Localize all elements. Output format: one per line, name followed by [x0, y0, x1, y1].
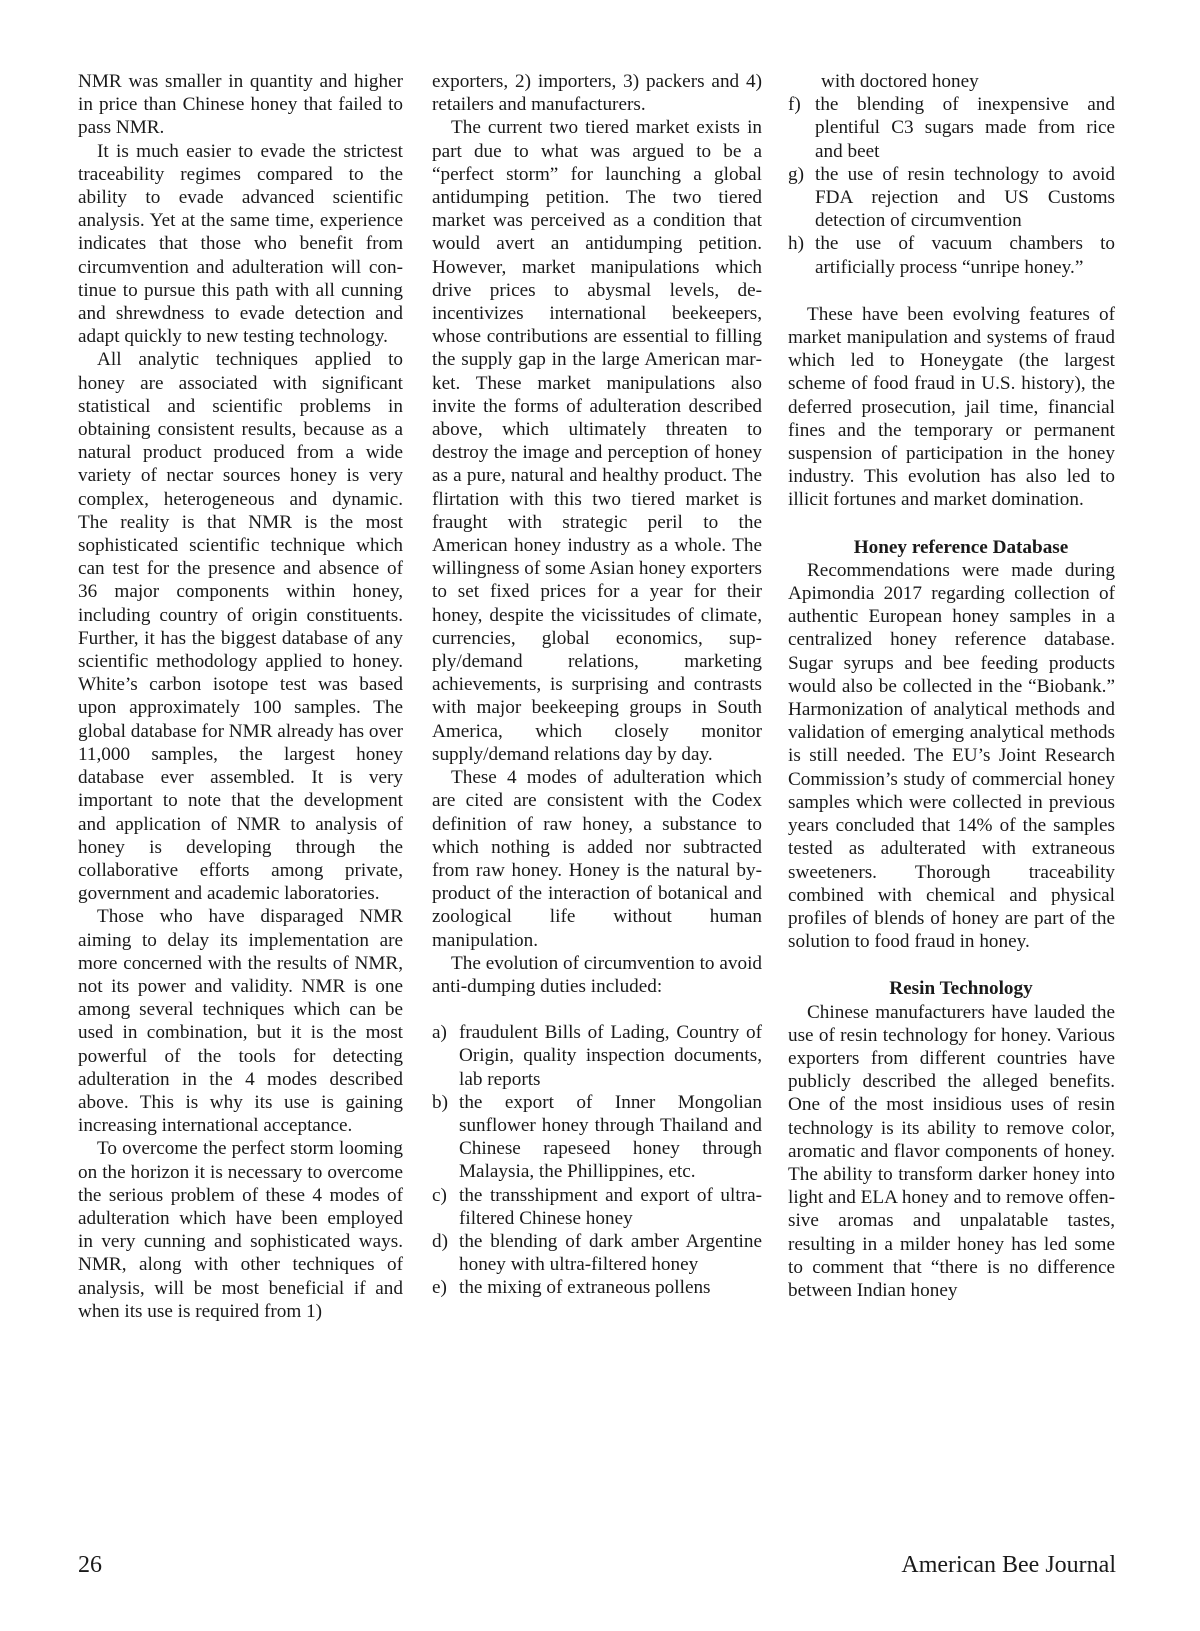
list-item — [432, 1230, 762, 1276]
paragraph: Those who have disparaged NMR aiming to delay its implementation are more concerned with the results of NMR, not its power and validity. NMR is one among several techniques which can be used in combination, but it is the most powerful of the tools for detecting adulteration in the 4 modes described above. This is why its use is gaining increasing international acceptance. — [78, 906, 403, 1137]
list-item-text: the blending of inexpensive and plentiful C3 sugars made from rice and beet — [815, 94, 1115, 162]
spacer — [788, 279, 1115, 303]
paragraph: The current two tiered market exists in part due to what was argued to be a “perfect storm” for launching a global antidumping petition. The two tiered market was perceived as a condition that would avert an antidumping petition. However, market manipulations which drive prices to abysmal levels, de-incentivizes international beekeepers, whose contributions are essential to filling the supply gap in the large American market. These market manipulations also invite the forms of adulteration described above, which ultimately threaten to destroy the image and perception of honey as a pure, natural and healthy product. The flirtation with this two tiered market is fraught with strategic peril to the American honey industry as a whole. The willingness of some Asian honey exporters to set fixed prices for a year for their honey, despite the vicissitudes of climate, currencies, global economics, supply/demand relations, marketing achievements, is surprising and contrasts with major beekeeping groups in South America, which closely monitor supply/demand relations day by day. — [432, 117, 762, 765]
journal-name: American Bee Journal — [901, 1552, 1116, 1578]
paragraph: To overcome the perfect storm looming on the horizon it is necessary to overcome the serious problem of these 4 modes of adulteration which have been employed in very cunning and sophisticated ways. NMR, along with other techniques of analysis, will be most beneficial if and when its use is required from 1) — [78, 1138, 403, 1322]
paragraph: These have been evolving features of market manipulation and systems of fraud which led to Honeygate (the largest scheme of food fraud in U.S. history), the deferred prosecution, jail time, financial fines and the temporary or permanent suspension of participation in the honey industry. This evolution has also led to illicit fortunes and market domination. — [788, 303, 1115, 511]
list-item-text: the export of Inner Mongolian sunflower honey through Thailand and Chinese rapeseed honey through Malaysia, the Phillippines, etc. — [459, 1091, 762, 1183]
list-item — [432, 1184, 762, 1230]
paragraph: These 4 modes of adulteration which are cited are consistent with the Codex definition of raw honey, a substance to which nothing is added nor subtracted from raw honey. Honey is the natural by-product of the interaction of botanical and zoological life without human manipulation. — [432, 767, 762, 951]
list-item — [788, 93, 1115, 163]
list-marker: g) — [788, 163, 804, 185]
list-item — [432, 1091, 762, 1184]
article-column-3 — [788, 70, 1115, 1302]
article-column-2 — [432, 70, 762, 1300]
list-marker: d) — [432, 1230, 448, 1252]
spacer — [788, 953, 1115, 977]
spacer — [788, 512, 1115, 536]
list-marker: c) — [432, 1184, 447, 1206]
list-marker: b) — [432, 1091, 448, 1113]
list-marker: h) — [788, 233, 804, 255]
paragraph: NMR was smaller in quantity and higher in price than Chinese honey that failed to pass NMR. — [78, 71, 403, 139]
paragraph: Chinese manufacturers have lauded the use of resin technology for honey. Various exporters from different countries have publicly described the alleged benefits. One of the most insidious uses of resin technology is its ability to remove color, aromatic and flavor components of honey. The ability to transform darker honey into light and ELA honey and to remove offensive aromas and unpalatable tastes, resulting in a milder honey has led some to comment that “there is no difference between Indian honey — [788, 1001, 1115, 1301]
article-column-1 — [78, 70, 403, 1323]
list-item-text: the mixing of extraneous pollens — [459, 1277, 711, 1299]
list-item — [432, 1276, 762, 1299]
list-marker: e) — [432, 1277, 447, 1299]
list-item — [788, 163, 1115, 233]
list-item-text: the use of resin technology to avoid FDA rejection and US Customs detection of circumvention — [815, 163, 1115, 232]
paragraph: The evolution of circumvention to avoid anti-dumping duties included: — [432, 952, 762, 997]
list-item — [432, 1021, 762, 1091]
circumvention-list — [432, 1021, 762, 1299]
list-marker: a) — [432, 1022, 447, 1044]
paragraph: exporters, 2) importers, 3) packers and 4) retailers and manufacturers. — [432, 71, 762, 116]
list-item-text: fraudulent Bills of Lading, Country of Origin, quality inspection documents, lab reports — [459, 1022, 762, 1090]
list-item — [788, 232, 1115, 278]
list-item-text: the transshipment and export of ultra-filtered Chinese honey — [459, 1184, 762, 1229]
paragraph: It is much easier to evade the strictest traceability regimes compared to the ability to evade advanced scientific analysis. Yet at the same time, experience indicates that those who benefit from circumvention and adulteration will continue to pursue this path with all cunning and shrewdness to evade detection and adapt quickly to new testing technology. — [78, 140, 403, 348]
paragraph: Recommendations were made during Apimondia 2017 regarding collection of authentic European honey samples in a centralized honey reference database. Sugar syrups and bee feeding products would also be collected in the “Biobank.” Harmonization of analytical methods and validation of emerging analytical methods is still needed. The EU’s Joint Research Commission’s study of commercial honey samples which were collected in previous years concluded that 14% of the samples tested as adulterated with extraneous sweeteners. Thorough traceability combined with chemical and physical profiles of blends of honey are part of the solution to food fraud in honey. — [788, 559, 1115, 953]
paragraph: All analytic techniques applied to honey are associated with significant statistical and scientific problems in obtaining consistent results, because as a natural product produced from a wide variety of nectar sources honey is very complex, heterogeneous and dynamic. The reality is that NMR is the most sophisticated scientific technique which can test for the presence and absence of 36 major components within honey, including country of origin constituents. Further, it has the biggest database of any scientific methodology applied to honey. White’s carbon isotope test was based upon approximately 100 samples. The global database for NMR already has over 11,000 samples, the largest honey database ever assembled. It is very important to note that the development and application of NMR to analysis of honey is developing through the collaborative efforts among private, government and academic laboratories. — [78, 349, 404, 905]
list-item-text: the use of vacuum chambers to artificially process “unripe honey.” — [815, 233, 1115, 278]
page-number: 26 — [78, 1552, 102, 1578]
section-heading-honey-reference-database: Honey reference Database — [853, 536, 1069, 558]
circumvention-list-continued — [788, 93, 1115, 279]
section-heading-resin-technology: Resin Technology — [889, 978, 1033, 1000]
list-item-text: the blending of dark amber Argentine honey with ultra-filtered honey — [459, 1230, 762, 1276]
list-marker: f) — [788, 94, 801, 116]
spacer — [432, 998, 762, 1021]
list-item-continuation: with doctored honey — [821, 71, 979, 92]
